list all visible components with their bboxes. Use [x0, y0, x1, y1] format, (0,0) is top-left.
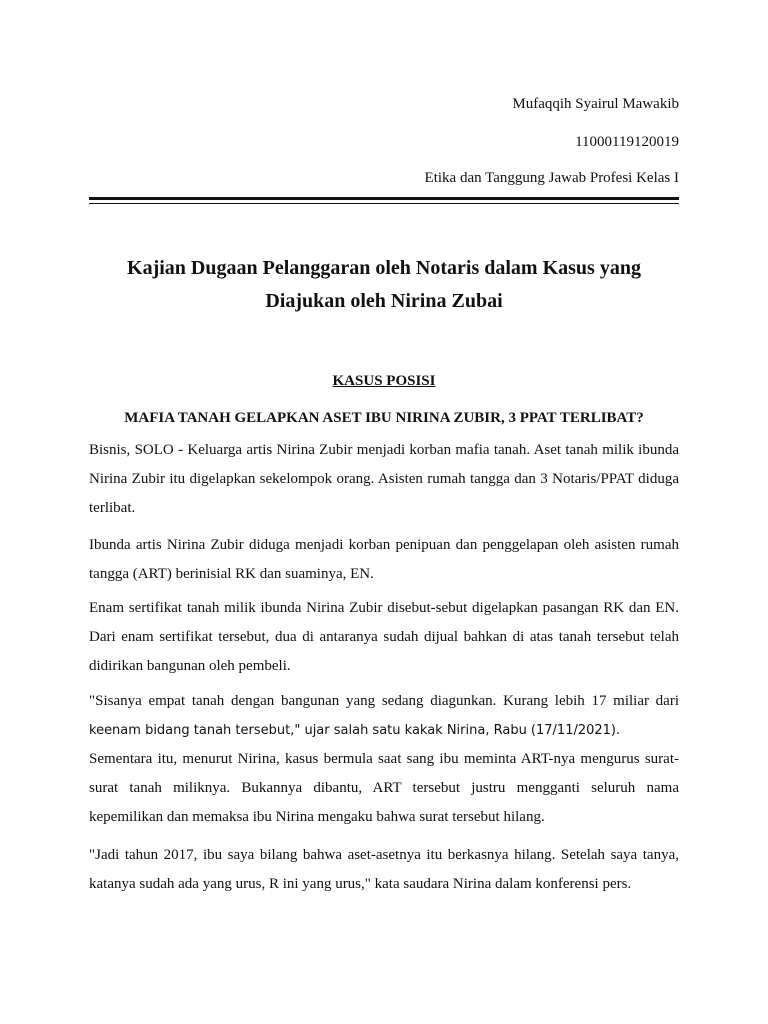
- paragraph-3: Enam sertifikat tanah milik ibunda Nirina Zubir disebut-sebut digelapkan pasangan RK dan EN. Dari enam sertifikat tersebut, dua di antaranya sudah dijual bahkan di atas tanah tersebut telah didirikan bangunan oleh pembeli.: [89, 600, 679, 674]
- header-divider-thin: [89, 203, 679, 204]
- paragraph-6: "Jadi tahun 2017, ibu saya bilang bahwa aset-asetnya itu berkasnya hilang. Setelah saya tanya, katanya sudah ada yang urus, R ini yang urus," kata saudara Nirina dalam konferensi pers.: [89, 847, 679, 892]
- paragraph-1: Bisnis, SOLO - Keluarga artis Nirina Zubir menjadi korban mafia tanah. Aset tanah milik ibunda Nirina Zubir itu digelapkan sekelompok orang. Asisten rumah tangga dan 3 Notaris/PPAT diduga terlibat.: [89, 442, 679, 516]
- author-name: Mufaqqih Syairul Mawakib: [512, 96, 679, 112]
- paragraph-4-line1: "Sisanya empat tanah dengan bangunan yang sedang diagunkan. Kurang lebih 17 miliar dari: [89, 693, 679, 709]
- paragraph-4: [89, 687, 679, 745]
- paragraph-2: Ibunda artis Nirina Zubir diduga menjadi korban penipuan dan penggelapan oleh asisten rumah tangga (ART) berinisial RK dan suaminya, EN.: [89, 537, 679, 582]
- course-name: Etika dan Tanggung Jawab Profesi Kelas I: [424, 170, 679, 186]
- article-subheading: MAFIA TANAH GELAPKAN ASET IBU NIRINA ZUBIR, 3 PPAT TERLIBAT?: [124, 410, 644, 426]
- paragraph-4-line2: keenam bidang tanah tersebut," ujar salah satu kakak Nirina, Rabu (17/11/2021).: [89, 723, 621, 738]
- document-title-line2: Diajukan oleh Nirina Zubai: [265, 290, 503, 312]
- section-heading: KASUS POSISI: [332, 373, 436, 389]
- header-divider-thick: [89, 197, 679, 200]
- document-title-line1: Kajian Dugaan Pelanggaran oleh Notaris dalam Kasus yang: [127, 257, 641, 279]
- paragraph-5: Sementara itu, menurut Nirina, kasus bermula saat sang ibu meminta ART-nya mengurus surat-surat tanah miliknya. Bukannya dibantu, ART tersebut justru mengganti seluruh nama kepemilikan dan memaksa ibu Nirina mengaku bahwa surat tersebut hilang.: [89, 751, 679, 825]
- student-id: 11000119120019: [575, 134, 679, 150]
